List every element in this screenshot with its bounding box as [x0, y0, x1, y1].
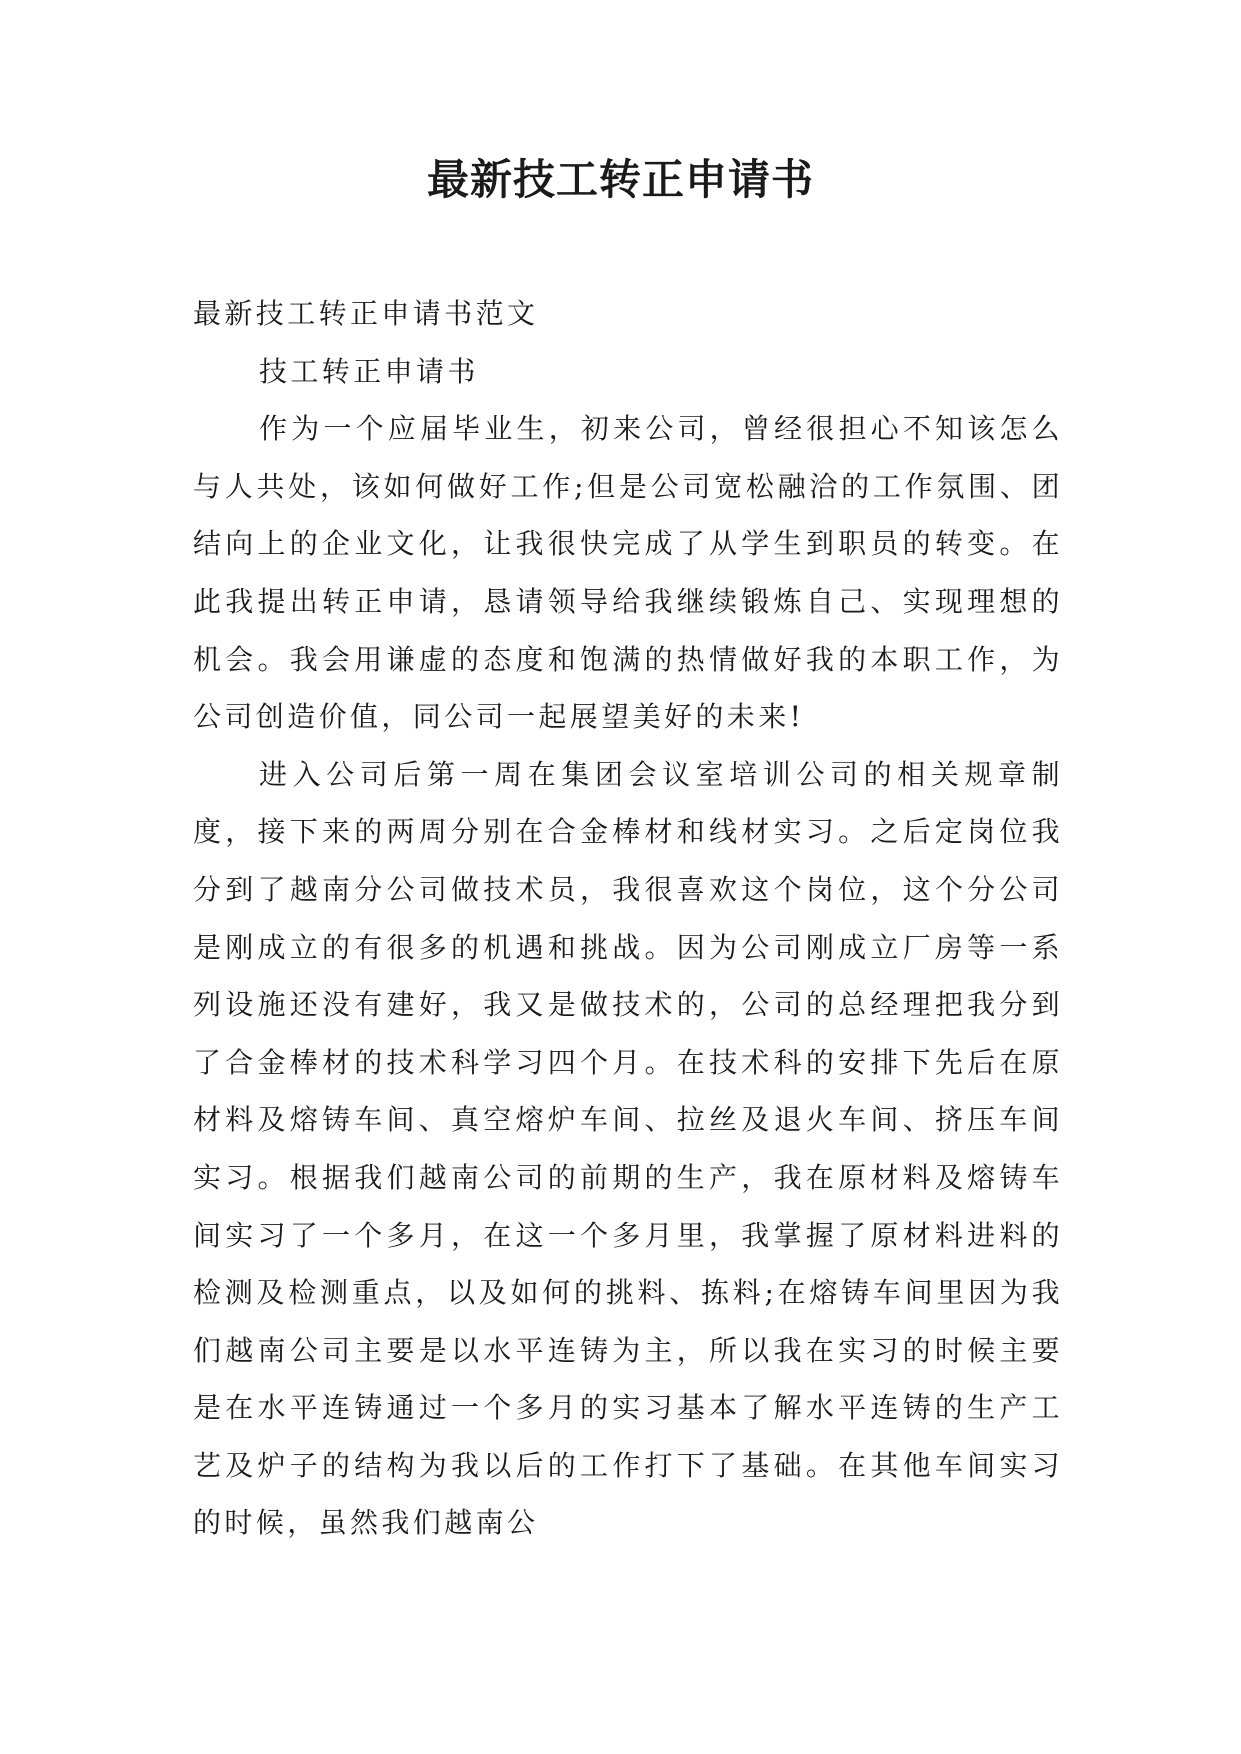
document-subtitle: 最新技工转正申请书范文: [193, 297, 539, 330]
document-title: 最新技工转正申请书: [426, 155, 814, 204]
document-body: [193, 285, 1063, 1552]
paragraph-2: 进入公司后第一周在集团会议室培训公司的相关规章制度，接下来的两周分别在合金棒材和线材实习。之后定岗位我分到了越南分公司做技术员，我很喜欢这个岗位，这个分公司是刚成立的有很多的机遇和挑战。因为公司刚成立厂房等一系列设施还没有建好，我又是做技术的，公司的总经理把我分到了合金棒材的技术科学习四个月。在技术科的安排下先后在原材料及熔铸车间、真空熔炉车间、拉丝及退火车间、挤压车间实习。根据我们越南公司的前期的生产，我在原材料及熔铸车间实习了一个多月，在这一个多月里，我掌握了原材料进料的检测及检测重点，以及如何的挑料、拣料;在熔铸车间里因为我们越南公司主要是以水平连铸为主，所以我在实习的时候主要是在水平连铸通过一个多月的实习基本了解水平连铸的生产工艺及炉子的结构为我以后的工作打下了基础。在其他车间实习的时候，虽然我们越南公: [193, 757, 1063, 1540]
document-heading: 技工转正申请书: [259, 354, 479, 388]
paragraph-1: 作为一个应届毕业生，初来公司，曾经很担心不知该怎么与人共处，该如何做好工作;但是公司宽松融洽的工作氛围、团结向上的企业文化，让我很快完成了从学生到职员的转变。在此我提出转正申请，恳请领导给我继续锻炼自己、实现理想的机会。我会用谦虚的态度和饱满的热情做好我的本职工作，为公司创造价值，同公司一起展望美好的未来!: [193, 412, 1063, 734]
